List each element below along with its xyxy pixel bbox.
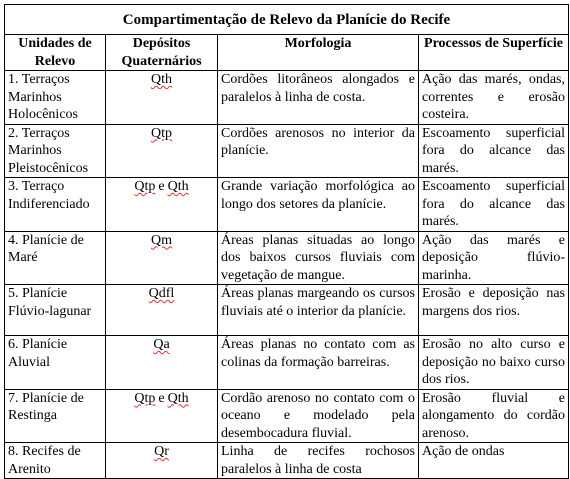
table-row <box>5 178 569 232</box>
cell-unidade: 3. Terraço Indiferenciado <box>5 178 106 232</box>
table-row <box>5 71 569 125</box>
deposito-code: Qtp <box>134 390 156 406</box>
deposito-code: Qdfl <box>148 286 175 301</box>
header-unidades: Unidades de Relevo <box>5 35 106 71</box>
header-processos: Processos de Superfície <box>419 35 569 71</box>
cell-processos: Erosão fluvial e alongamento do cordão arenoso. <box>419 389 569 443</box>
cell-deposito <box>106 71 218 125</box>
header-morfologia: Morfologia <box>218 35 419 71</box>
cell-unidade: 5. Planície Flúvio-lagunar <box>5 285 106 336</box>
table-row <box>5 124 569 178</box>
table-row <box>5 231 569 285</box>
relief-compartment-table <box>4 4 569 479</box>
cell-deposito <box>106 285 218 336</box>
cell-morfologia: Cordões arenosos no interior da planície. <box>218 124 419 178</box>
cell-morfologia: Linha de recifes rochosos paralelos à linha de costa <box>218 443 419 479</box>
deposito-code: Qm <box>151 232 172 248</box>
cell-morfologia: Áreas planas situadas ao longo dos baixos cursos fluviais com vegetação de mangue. <box>218 231 419 285</box>
cell-processos: Escoamento superficial fora do alcance das marés. <box>419 124 569 178</box>
cell-processos: Escoamento superficial fora do alcance das marés. <box>419 178 569 232</box>
cell-deposito <box>106 124 218 178</box>
table-body <box>5 71 569 479</box>
cell-deposito <box>106 389 218 443</box>
deposito-joiner: e <box>158 390 165 406</box>
cell-deposito <box>106 178 218 232</box>
table-row <box>5 389 569 443</box>
cell-morfologia: Cordões litorâneos alongados e paralelos à linha de costa. <box>218 71 419 125</box>
cell-processos: Ação das marés e deposição flúvio-marinha. <box>419 231 569 285</box>
header-depositos: Depósitos Quaternários <box>106 35 218 71</box>
cell-unidade: 2. Terraços Marinhos Pleistocênicos <box>5 124 106 178</box>
cell-morfologia: Áreas planas margeando os cursos fluviais até o interior da planície. <box>218 285 419 336</box>
table-row <box>5 443 569 479</box>
deposito-code: Qth <box>151 72 172 87</box>
deposito-code: Qr <box>154 444 169 459</box>
cell-processos: Ação de ondas <box>419 443 569 479</box>
deposito-code: Qa <box>153 337 170 352</box>
cell-morfologia: Grande variação morfológica ao longo dos setores da planície. <box>218 178 419 232</box>
table-row <box>5 336 569 390</box>
cell-deposito <box>106 231 218 285</box>
cell-unidade: 6. Planície Aluvial <box>5 336 106 390</box>
cell-unidade: 4. Planície de Maré <box>5 231 106 285</box>
deposito-joiner: e <box>158 179 165 194</box>
cell-unidade: 8. Recifes de Arenito <box>5 443 106 479</box>
cell-unidade: 1. Terraços Marinhos Holocênicos <box>5 71 106 125</box>
table-title-row <box>5 5 569 35</box>
deposito-code: Qth <box>167 390 189 406</box>
relief-table-container <box>4 4 568 479</box>
cell-processos: Ação das marés, ondas, correntes e erosão costeira. <box>419 71 569 125</box>
table-header-row <box>5 35 569 71</box>
table-title: Compartimentação de Relevo da Planície do Recife <box>5 5 569 35</box>
deposito-code: Qth <box>167 179 189 194</box>
deposito-code: Qtp <box>134 179 156 194</box>
cell-morfologia: Cordão arenoso no contato com o oceano e modelado pela desembocadura fluvial. <box>218 389 419 443</box>
cell-processos: Erosão e deposição nas margens dos rios. <box>419 285 569 336</box>
cell-processos: Erosão no alto curso e deposição no baixo curso dos rios. <box>419 336 569 390</box>
cell-deposito <box>106 336 218 390</box>
cell-deposito <box>106 443 218 479</box>
cell-unidade: 7. Planície de Restinga <box>5 389 106 443</box>
cell-morfologia: Áreas planas no contato com as colinas da formação barreiras. <box>218 336 419 390</box>
deposito-code: Qtp <box>151 125 172 141</box>
table-row <box>5 285 569 336</box>
